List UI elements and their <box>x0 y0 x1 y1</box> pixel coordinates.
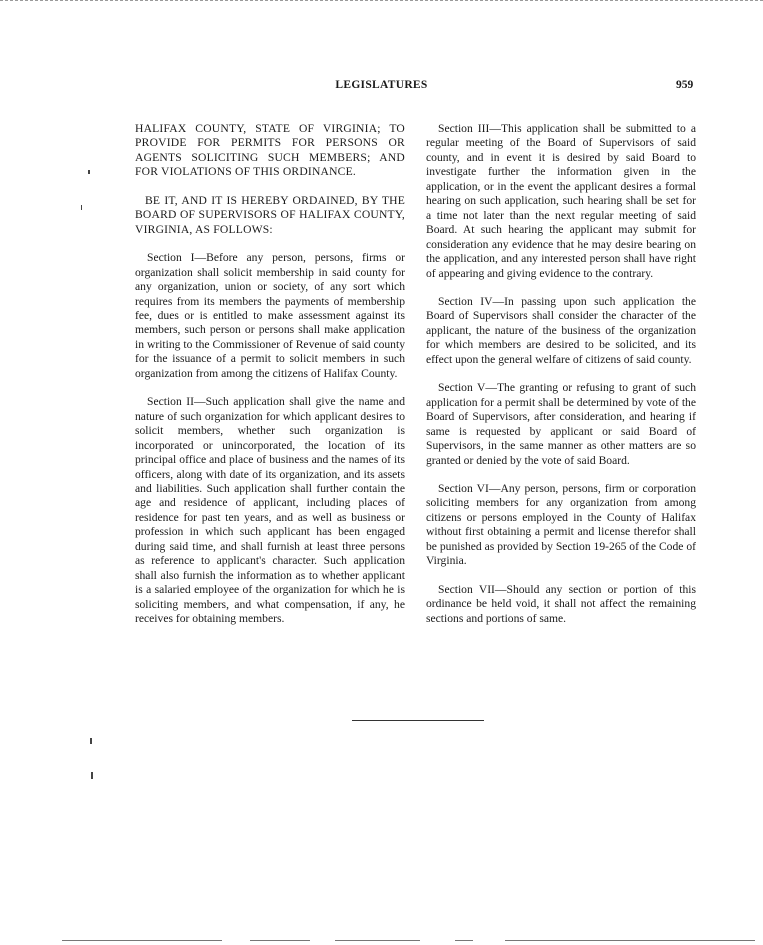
margin-mark <box>88 170 90 174</box>
right-column <box>426 122 696 640</box>
margin-mark <box>90 738 92 744</box>
top-dashed-edge <box>0 0 763 1</box>
bottom-scan-line <box>505 940 755 941</box>
end-rule <box>352 720 484 721</box>
left-column <box>135 122 405 641</box>
section-2: Section II—Such application shall give the name and nature of such organization for which applicant desires to solicit members, whether such organization is incorporated or unincorporated, the location of its principal office and place of business and the names of its officers, along with date of its organization, and its assets and liabilities. Such application shall further contain the age and residence of applicant, including places of residence for past ten years, and as well as business or profession in which such applicant has been engaged during said time, and shall furnish at least three persons as reference to applicant's character. Such application shall also furnish the information as to whether applicant is a salaried employee of the organization for which he is soliciting members, and what compensation, if any, he receives for obtaining members. <box>135 395 405 626</box>
margin-mark <box>81 205 82 210</box>
running-title: LEGISLATURES <box>335 79 428 91</box>
section-1: Section I—Before any person, persons, firms or organization shall solicit membership in said county for any organization, union or society, of any sort which requires from its members the payments of membership fee, dues or is entitled to make assessment against its members, such person or persons shall make application in writing to the Commissioner of Revenue of said county for the issuance of a permit to solicit members in such organization from among the citizens of Halifax County. <box>135 251 405 380</box>
margin-mark <box>91 772 93 779</box>
page-number: 959 <box>676 79 694 91</box>
section-7: Section VII—Should any section or portion of this ordinance be held void, it shall not affect the remaining sections and portions of same. <box>426 582 696 625</box>
bottom-scan-line <box>62 940 222 941</box>
bottom-scan-line <box>455 940 473 941</box>
ordinance-title: HALIFAX COUNTY, STATE OF VIRGINIA; TO PROVIDE FOR PERMITS FOR PERSONS OR AGENTS SOLICITING SUCH MEMBERS; AND FOR VIOLATIONS OF THIS ORDINANCE. <box>135 122 405 179</box>
bottom-scan-line <box>250 940 310 941</box>
section-5: Section V—The granting or refusing to grant of such application for a permit shall be determined by vote of the Board of Supervisors, after consideration, and hearing if same is requested by applicant or said Board of Supervisors, in the same manner as other matters are so granted or denied by the vote of said Board. <box>426 381 696 467</box>
section-3: Section III—This application shall be submitted to a regular meeting of the Board of Supervisors of said county, and in event it is desired by said Board to investigate further the information given in the application, or in the event the applicant desires a formal hearing on such application, such hearing shall be set for a time not later than the next regular meeting of said Board. At such hearing the applicant may submit for consideration any evidence that he may desire bearing on the application, and any interested person shall have right of appearing and giving evidence to the contrary. <box>426 122 696 280</box>
section-6: Section VI—Any person, persons, firm or corporation soliciting members for any organization from among citizens or persons employed in the County of Halifax without first obtaining a permit and license therefor shall be punished as provided by Section 19-265 of the Code of Virginia. <box>426 481 696 568</box>
bottom-scan-line <box>335 940 420 941</box>
section-4: Section IV—In passing upon such application the Board of Supervisors shall consider the character of the applicant, the nature of the business of the organization for which members are desired to be solicited, and its effect upon the general welfare of citizens of said county. <box>426 294 696 366</box>
enacting-clause: BE IT, AND IT IS HEREBY ORDAINED, BY THE BOARD OF SUPERVISORS OF HALIFAX COUNTY, VIRGINIA, AS FOLLOWS: <box>135 193 405 236</box>
